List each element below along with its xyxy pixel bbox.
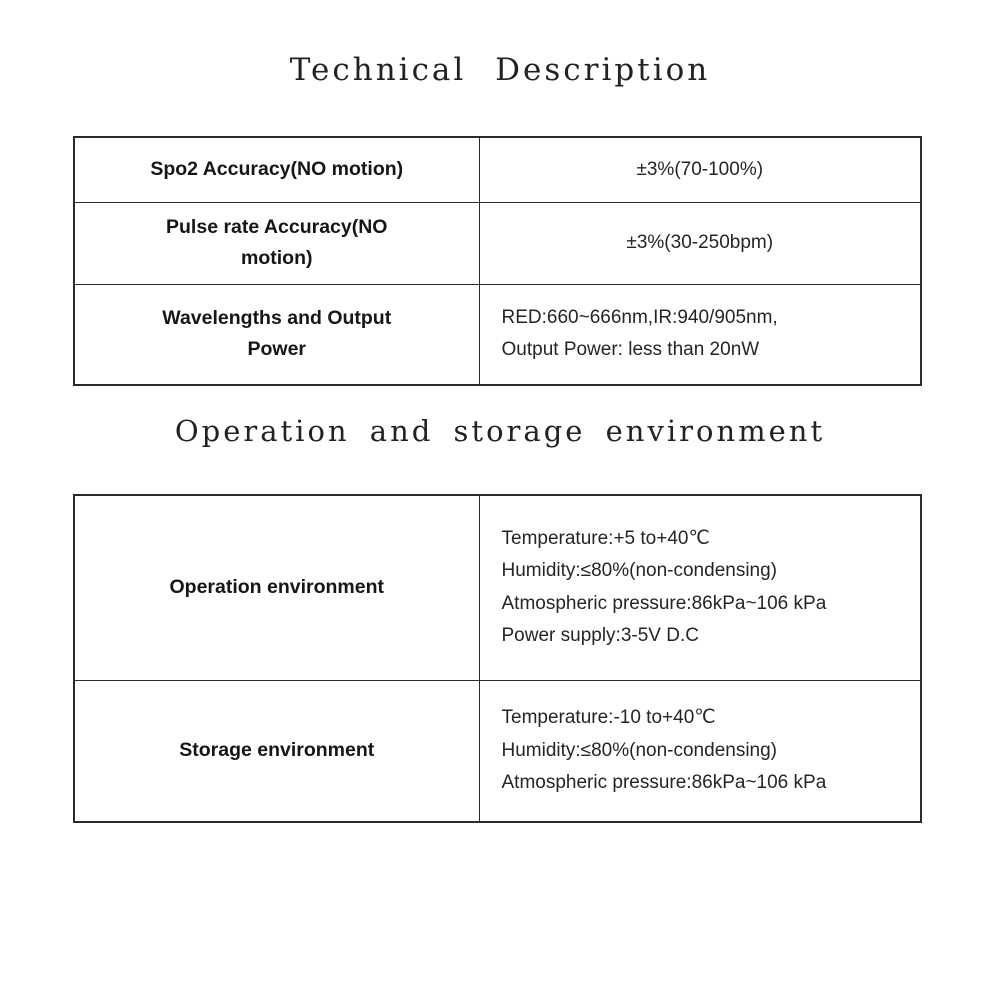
spec-value-line: Output Power: less than 20nW [501, 339, 760, 361]
spec-value-wavelengths [479, 284, 921, 385]
spec-value-line: Temperature:-10 to+40℃ [501, 707, 716, 728]
spec-label-wavelengths [74, 284, 479, 385]
environment-table [73, 494, 922, 823]
spec-value-line: Atmospheric pressure:86kPa~106 kPa [501, 592, 827, 614]
spec-value-line: Power supply:3-5V D.C [501, 625, 699, 647]
table-row [74, 137, 921, 202]
spec-label-text: Operation environment [169, 576, 385, 599]
technical-description-title: Technical Description [289, 52, 711, 88]
spec-label-text: Wavelengths and Output Power [162, 307, 392, 361]
table-row [74, 284, 921, 385]
spec-value-operation-environment [479, 495, 921, 680]
spec-label-operation-environment [74, 495, 479, 680]
spec-label-storage-environment [74, 680, 479, 822]
technical-description-table [73, 136, 922, 386]
spec-label-pulse-rate-accuracy [74, 202, 479, 284]
table-row [74, 202, 921, 284]
spec-label-spo2-accuracy [74, 137, 479, 202]
table-row [74, 495, 921, 680]
table-row [74, 680, 921, 822]
spec-value-storage-environment [479, 680, 921, 822]
spec-label-text: Pulse rate Accuracy(NO motion) [166, 215, 388, 269]
spec-label-text: Storage environment [179, 739, 375, 762]
operation-storage-title: Operation and storage environment [174, 414, 826, 448]
spec-value-line: Temperature:+5 to+40℃ [501, 527, 710, 549]
spec-value-line: RED:660~666nm,IR:940/905nm, [501, 306, 778, 328]
spec-value-pulse-rate-accuracy: ±3%(30-250bpm) [479, 202, 921, 284]
spec-value-spo2-accuracy: ±3%(70-100%) [479, 137, 921, 202]
spec-value-line: Humidity:≤80%(non-condensing) [501, 739, 778, 761]
spec-value-line: Atmospheric pressure:86kPa~106 kPa [501, 772, 827, 793]
spec-value-line: Humidity:≤80%(non-condensing) [501, 560, 778, 582]
spec-label-text: Spo2 Accuracy(NO motion) [150, 158, 404, 181]
